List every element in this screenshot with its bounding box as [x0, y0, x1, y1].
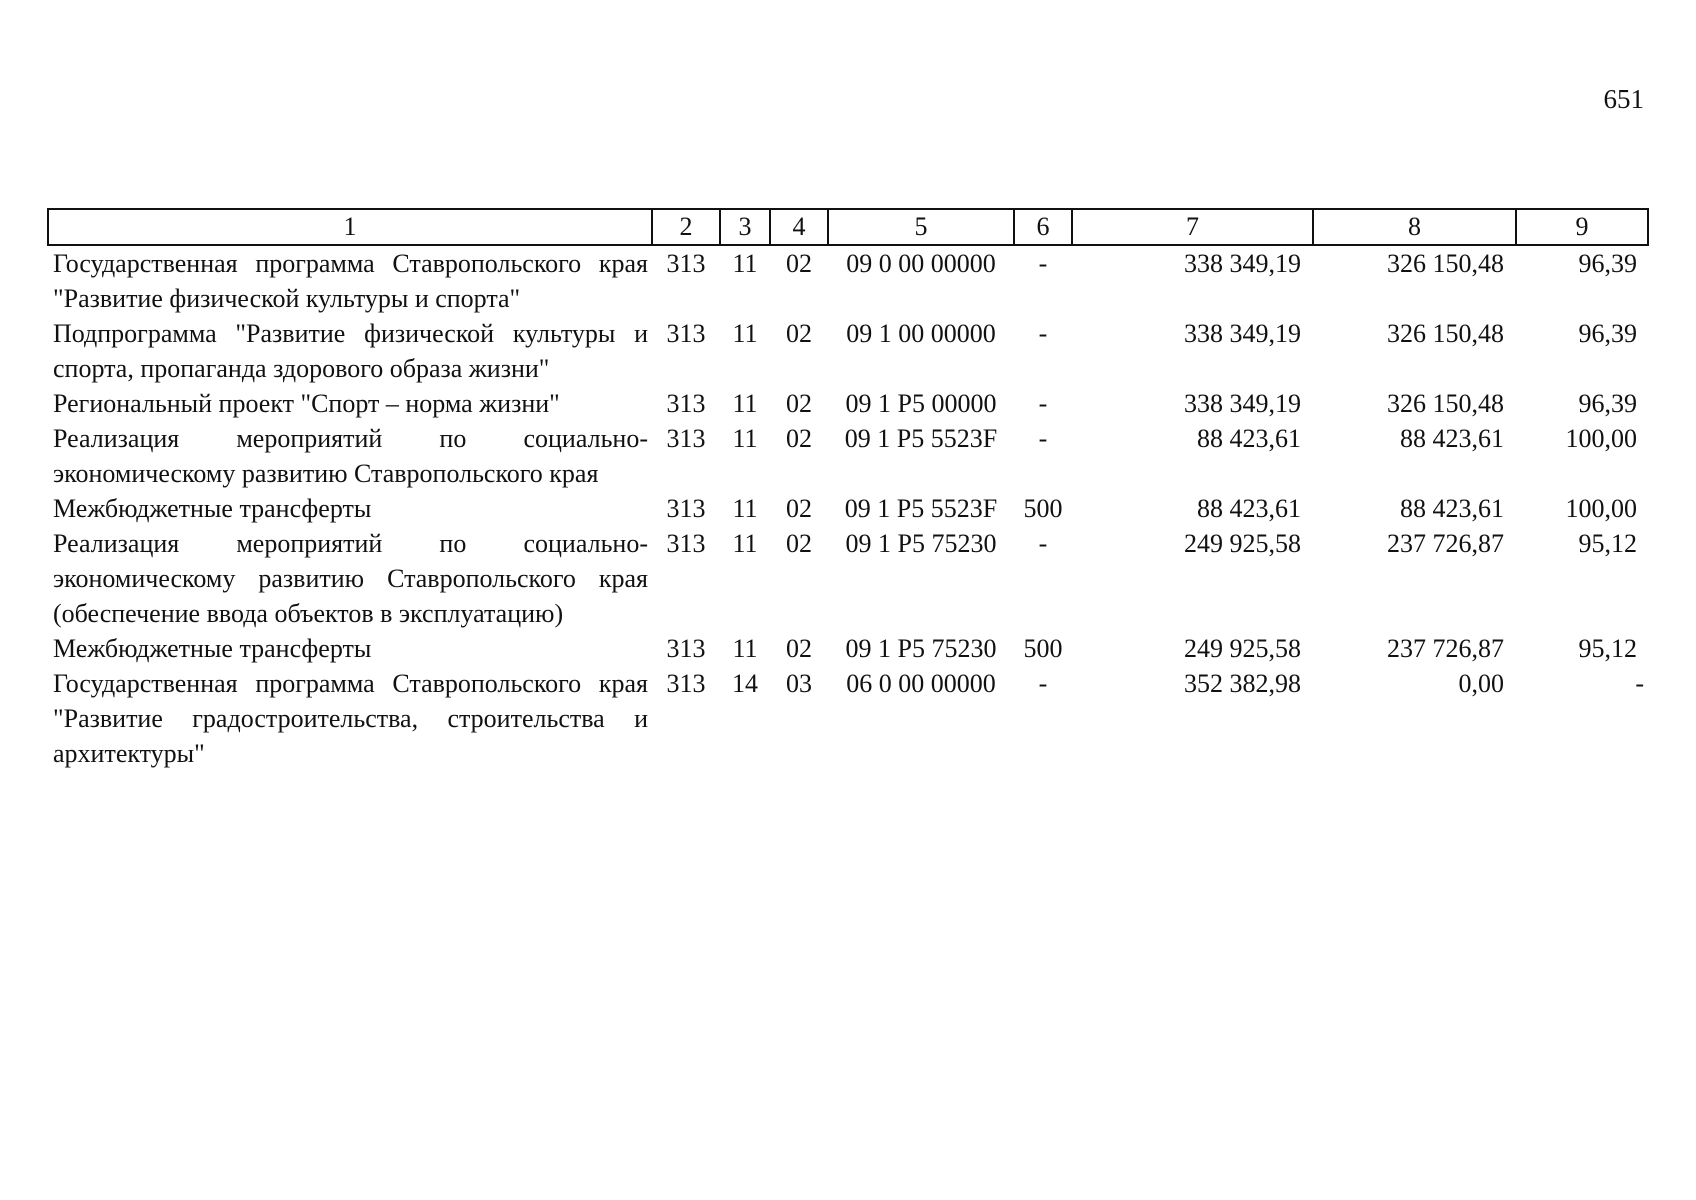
table-row	[48, 631, 1648, 666]
table-row	[48, 386, 1648, 421]
row-col-6: -	[1038, 669, 1048, 698]
row-col-5: 09 1 P5 75230	[845, 634, 997, 663]
row-col-4: 02	[786, 249, 812, 278]
row-col-5: 09 1 P5 5523F	[844, 424, 998, 453]
row-col-4: 02	[786, 319, 812, 348]
header-col-1: 1	[48, 209, 652, 245]
row-col-8: 237 726,87	[1387, 634, 1504, 663]
row-col-8: 88 423,61	[1400, 494, 1504, 523]
row-col-3: 11	[732, 249, 758, 278]
row-col-4: 03	[786, 669, 812, 698]
table-header	[48, 209, 1648, 245]
row-col-2: 313	[666, 389, 706, 418]
row-col-8: 88 423,61	[1400, 424, 1504, 453]
row-col-8: 237 726,87	[1387, 529, 1504, 558]
table-row	[48, 526, 1648, 631]
page-number: 651	[1603, 84, 1644, 114]
row-col-8: 326 150,48	[1387, 389, 1504, 418]
row-col-2: 313	[666, 494, 706, 523]
row-name: Региональный проект "Спорт – норма жизни"	[53, 389, 560, 418]
table-row	[48, 316, 1648, 386]
row-col-7: 249 925,58	[1184, 634, 1301, 663]
row-col-5: 09 1 P5 00000	[845, 389, 997, 418]
row-col-2: 313	[666, 529, 706, 558]
row-col-7: 338 349,19	[1184, 249, 1301, 278]
row-col-6: -	[1038, 249, 1048, 278]
row-col-6: -	[1038, 319, 1048, 348]
row-col-6: -	[1038, 529, 1048, 558]
row-col-3: 11	[732, 389, 758, 418]
row-col-2: 313	[666, 669, 706, 698]
row-col-6: 500	[1023, 494, 1063, 523]
row-col-7: 338 349,19	[1184, 319, 1301, 348]
row-col-4: 02	[786, 389, 812, 418]
row-col-3: 11	[732, 529, 758, 558]
row-col-5: 09 1 00 00000	[846, 319, 996, 348]
row-col-9: 96,39	[1578, 389, 1637, 418]
header-col-4: 4	[770, 209, 828, 245]
row-col-9: 100,00	[1565, 424, 1637, 453]
row-col-8: 0,00	[1458, 669, 1504, 698]
row-col-7: 249 925,58	[1184, 529, 1301, 558]
table-row	[48, 245, 1648, 316]
row-col-9: 95,12	[1578, 634, 1637, 663]
row-col-7: 338 349,19	[1184, 389, 1301, 418]
row-col-3: 11	[732, 494, 758, 523]
row-col-9: 100,00	[1565, 494, 1637, 523]
table-row	[48, 421, 1648, 491]
header-row	[48, 209, 1648, 245]
table-body	[48, 245, 1648, 771]
row-col-2: 313	[666, 249, 706, 278]
row-col-6: 500	[1023, 634, 1063, 663]
row-name: Подпрограмма "Развитие физической культуры и спорта, пропаганда здорового образа жизни"	[53, 319, 648, 383]
row-col-4: 02	[786, 634, 812, 663]
row-col-8: 326 150,48	[1387, 319, 1504, 348]
row-col-2: 313	[666, 634, 706, 663]
row-col-9: 96,39	[1578, 249, 1637, 278]
row-col-3: 14	[732, 669, 758, 698]
header-col-5: 5	[828, 209, 1014, 245]
row-col-5: 09 1 P5 75230	[845, 529, 997, 558]
row-name: Межбюджетные трансферты	[53, 494, 372, 523]
row-col-8: 326 150,48	[1387, 249, 1504, 278]
row-name: Государственная программа Ставропольского края "Развитие градостроительства, строительства и архитектуры"	[53, 669, 648, 768]
row-col-6: -	[1038, 424, 1048, 453]
table-row	[48, 666, 1648, 771]
row-col-4: 02	[786, 494, 812, 523]
row-col-5: 09 1 P5 5523F	[844, 494, 998, 523]
row-col-9: -	[1635, 669, 1644, 698]
row-col-4: 02	[786, 529, 812, 558]
header-col-8: 8	[1313, 209, 1516, 245]
row-col-3: 11	[732, 634, 758, 663]
row-name: Реализация мероприятий по социально-экономическому развитию Ставропольского края (обеспечение ввода объектов в эксплуатацию)	[53, 529, 648, 628]
row-col-3: 11	[732, 424, 758, 453]
header-col-7: 7	[1072, 209, 1313, 245]
row-col-5: 06 0 00 00000	[846, 669, 996, 698]
row-col-3: 11	[732, 319, 758, 348]
row-col-2: 313	[666, 424, 706, 453]
row-col-5: 09 0 00 00000	[846, 249, 996, 278]
row-col-4: 02	[786, 424, 812, 453]
header-col-9: 9	[1516, 209, 1648, 245]
row-col-9: 96,39	[1578, 319, 1637, 348]
row-col-7: 352 382,98	[1184, 669, 1301, 698]
budget-table	[47, 208, 1649, 771]
header-col-3: 3	[720, 209, 770, 245]
row-col-9: 95,12	[1578, 529, 1637, 558]
row-col-6: -	[1038, 389, 1048, 418]
row-col-7: 88 423,61	[1197, 424, 1301, 453]
row-name: Реализация мероприятий по социально-экономическому развитию Ставропольского края	[53, 424, 648, 488]
table-row	[48, 491, 1648, 526]
row-name: Межбюджетные трансферты	[53, 634, 372, 663]
row-name: Государственная программа Ставропольского края "Развитие физической культуры и спорта"	[53, 249, 648, 313]
row-col-7: 88 423,61	[1197, 494, 1301, 523]
header-col-2: 2	[652, 209, 720, 245]
header-col-6: 6	[1014, 209, 1072, 245]
row-col-2: 313	[666, 319, 706, 348]
